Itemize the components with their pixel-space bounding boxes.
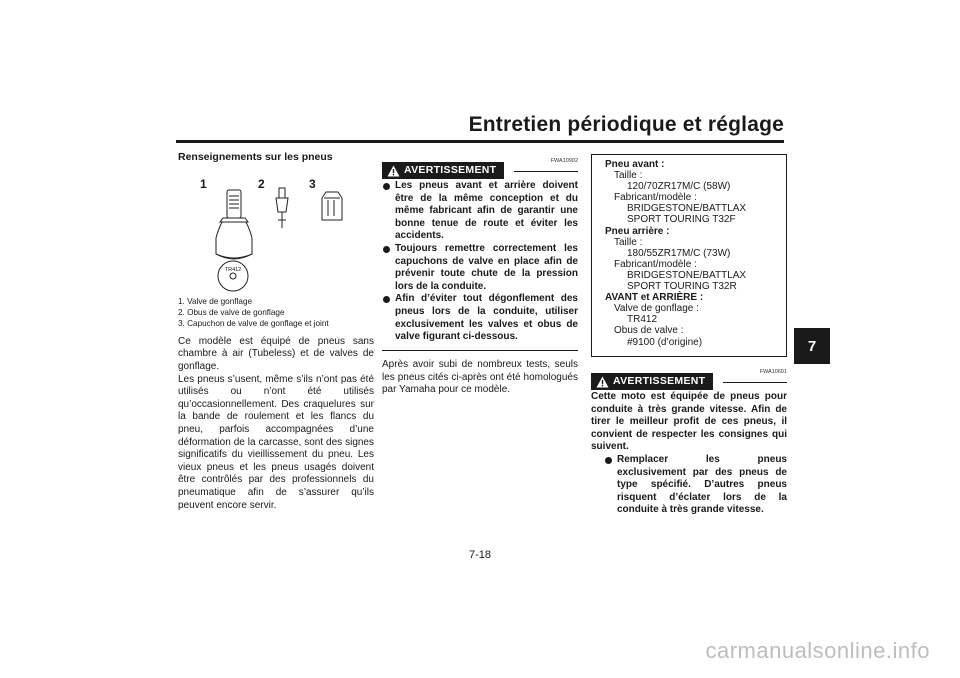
chapter-tab: 7: [794, 328, 830, 364]
valve-label: Valve de gonflage :: [614, 303, 699, 315]
warning-rule: [514, 171, 578, 172]
figure-captions: [178, 296, 374, 330]
warning-triangle-icon: [387, 165, 400, 177]
watermark: carmanualsonline.info: [705, 638, 930, 663]
column-warning: [382, 154, 578, 397]
rear-tire-title: Pneu arrière :: [605, 225, 670, 237]
list-item: Afin d’éviter tout dégonflement des pneus lors de la conduite, utiliser exclusivement les valves et obus de valve figurant ci-dessous.: [382, 293, 578, 343]
figure-label-1: 1: [200, 176, 207, 191]
warning-header: [591, 365, 787, 391]
high-speed-warning: [591, 365, 787, 517]
warning-label: AVERTISSEMENT: [404, 164, 497, 177]
rear-maker-label: Fabricant/modèle :: [614, 258, 697, 270]
valve-figure: [178, 170, 374, 292]
intro-text: [178, 336, 374, 512]
rear-size-label: Taille :: [614, 236, 643, 248]
paragraph-tubeless: Ce modèle est équipé de pneus sans chambre à air (Tubeless) et de valves de gonflage.: [178, 335, 374, 372]
warning-triangle-icon: [596, 376, 609, 388]
paragraph-aging: Les pneus s’usent, même s’ils n’ont pas été utilisés ou n’ont été utilisés qu’occasionnellement. Des craquelures sur la bande de roulement et les flancs du pneu, parfois accompagnées d’une déformation de la carcasse, sont des signes significatifs du vieillissement du pneu. Les vieux pneus et les pneus usagés doivent être contrôlés par des professionnels du pneumatique afin de s’assurer qu’ils peuvent encore servir.: [178, 373, 374, 511]
rear-size-value: 180/55ZR17M/C (73W): [627, 247, 731, 259]
tire-spec-box: [591, 154, 787, 357]
list-item: Remplacer les pneus exclusivement par des pneus de type spécifié. D’autres pneus risquent d’éclater lors de la conduite à très grande vitesse.: [604, 454, 787, 517]
warning-badge: [382, 162, 504, 179]
list-item: Les pneus avant et arrière doivent être de la même conception et du même fabricant afin de garantir une bonne tenue de route et éviter les accidents.: [382, 180, 578, 243]
front-maker-value: BRIDGESTONE/BATTLAX: [627, 203, 747, 215]
rear-maker-value: BRIDGESTONE/BATTLAX: [627, 269, 747, 281]
core-label: Obus de valve :: [614, 325, 684, 337]
column-tire-info: [178, 151, 374, 512]
front-maker-label: Fabricant/modèle :: [614, 192, 697, 204]
caption-2: 2. Obus de valve de gonflage: [178, 308, 285, 317]
homologation-text: Après avoir subi de nombreux tests, seuls les pneus cités ci-après ont été homologués par Yamaha pour ce modèle.: [382, 359, 578, 396]
column-tire-specs: [591, 154, 787, 517]
list-item: Toujours remettre correctement les capuchons de valve en place afin de prévenir toute chute de la pression lors de la conduite.: [382, 243, 578, 293]
rear-model-value: SPORT TOURING T32R: [627, 281, 737, 293]
caption-3: 3. Capuchon de valve de gonflage et joint: [178, 319, 329, 329]
valve-marking: TR412: [224, 266, 242, 273]
both-tires-title: AVANT et ARRIÈRE :: [605, 292, 704, 304]
figure-label-2: 2: [258, 176, 265, 191]
warning-rule: [723, 382, 787, 383]
warning-header: [382, 154, 578, 180]
warning-code: FWA10902: [550, 158, 578, 164]
front-size-label: Taille :: [614, 170, 643, 182]
front-tire-title: Pneu avant :: [605, 159, 665, 170]
page-number: 7-18: [468, 549, 492, 561]
header-rule: [176, 140, 784, 143]
warning-label: AVERTISSEMENT: [613, 375, 706, 388]
front-size-value: 120/70ZR17M/C (58W): [627, 181, 731, 193]
page-title: Entretien périodique et réglage: [468, 113, 784, 136]
warning-end-rule: [382, 350, 578, 352]
valve-value: TR412: [627, 314, 658, 326]
caption-1: 1. Valve de gonflage: [178, 296, 253, 306]
front-model-value: SPORT TOURING T32F: [627, 214, 736, 226]
core-value: #9100 (d’origine): [627, 336, 703, 348]
valve-parts-drawing: [178, 170, 374, 292]
warning-bullets: [382, 180, 578, 344]
high-speed-warning-text: Cette moto est équipée de pneus pour conduite à très grande vitesse. Afin de tirer le meilleur profit de ces pneus, il convient de respecter les consignes qui suivent.: [591, 391, 787, 453]
warning-badge: [591, 373, 713, 390]
warning-code: FWA10601: [759, 369, 787, 375]
section-heading: Renseignements sur les pneus: [178, 151, 333, 163]
figure-label-3: 3: [309, 176, 316, 191]
high-speed-bullets: [604, 454, 787, 517]
